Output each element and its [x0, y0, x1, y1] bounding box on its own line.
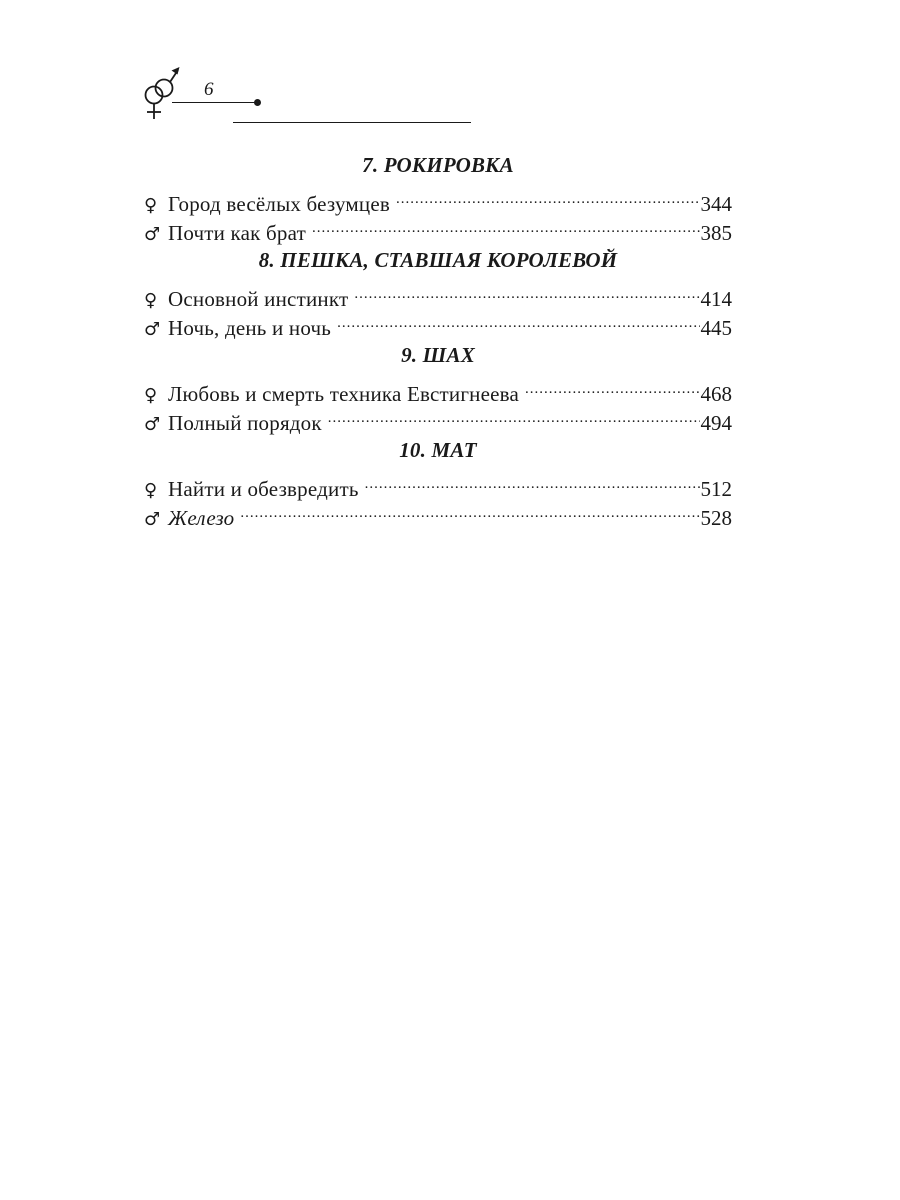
entry-title: Любовь и смерть техника Евстигнеева	[168, 382, 519, 406]
section-heading: 7. РОКИРОВКА	[362, 153, 514, 177]
header-rule-dot	[254, 99, 261, 106]
entry-page-number: 385	[700, 221, 732, 245]
entry-page-number: 414	[700, 287, 732, 311]
male-symbol-icon: ♂	[144, 224, 161, 245]
female-symbol-icon: ♀	[144, 195, 158, 216]
table-of-contents	[144, 150, 732, 530]
section-heading: 8. ПЕШКА, СТАВШАЯ КОРОЛЕВОЙ	[258, 248, 618, 272]
female-symbol-icon: ♀	[144, 480, 158, 501]
entry-title: Почти как брат	[168, 221, 306, 245]
dot-leader	[337, 306, 699, 335]
entry-title: Найти и обезвредить	[168, 477, 359, 501]
dot-leader	[328, 401, 700, 430]
entry-page-number: 494	[700, 411, 732, 435]
toc-entry[interactable]	[144, 372, 732, 406]
dot-leader	[365, 467, 700, 496]
running-header	[140, 60, 480, 130]
dot-leader	[312, 211, 700, 240]
toc-entry[interactable]	[144, 182, 732, 216]
dot-leader	[240, 496, 699, 525]
page-number: 6	[204, 79, 214, 100]
entry-page-number: 445	[700, 316, 732, 340]
toc-section-9	[144, 340, 732, 435]
female-symbol-icon: ♀	[144, 385, 158, 406]
section-heading: 9. ШАХ	[401, 343, 475, 367]
entry-title: Полный порядок	[168, 411, 322, 435]
toc-section-7	[144, 150, 732, 245]
header-rule-short	[172, 102, 258, 103]
entry-title: Ночь, день и ночь	[168, 316, 332, 340]
male-symbol-icon: ♂	[144, 509, 161, 530]
section-heading: 10. МАТ	[399, 438, 477, 462]
entry-page-number: 512	[700, 477, 732, 501]
male-symbol-icon: ♂	[144, 319, 161, 340]
dot-leader	[396, 182, 700, 211]
dot-leader	[525, 372, 700, 401]
dot-leader	[354, 277, 699, 306]
venus-mars-interlocked-icon	[140, 60, 188, 122]
entry-title: Основной инстинкт	[168, 287, 349, 311]
entry-page-number: 344	[700, 192, 732, 216]
entry-title: Железо	[168, 506, 235, 530]
male-symbol-icon: ♂	[144, 414, 161, 435]
toc-section-10	[144, 435, 732, 530]
entry-page-number: 528	[700, 506, 732, 530]
entry-page-number: 468	[700, 382, 732, 406]
toc-section-8	[144, 245, 732, 340]
toc-entry[interactable]	[144, 277, 732, 311]
entry-title: Город весёлых безумцев	[168, 192, 390, 216]
header-rule-long	[233, 122, 471, 123]
toc-entry[interactable]	[144, 467, 732, 501]
female-symbol-icon: ♀	[144, 290, 158, 311]
